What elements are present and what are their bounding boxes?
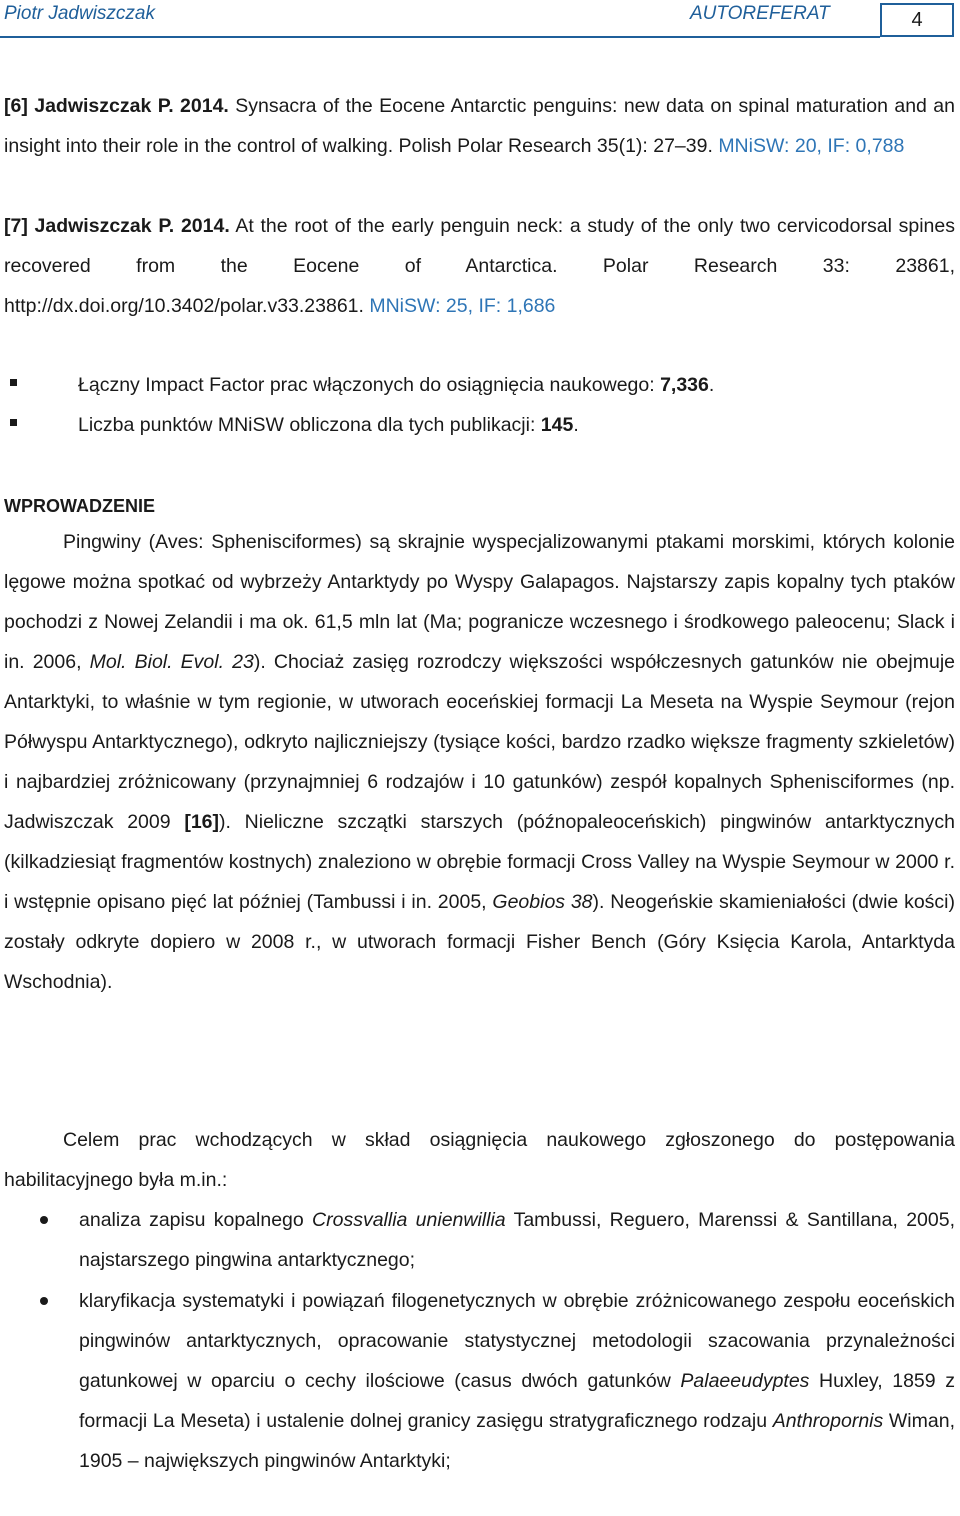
list-item-text <box>79 1281 955 1481</box>
intro-text-c: ). Nieliczne szczątki starszych (późnopaleoceńskich) pingwinów antarktycznych (kilkadziesiąt fragmentów kostnych) znaleziono w obrębie formacji Cross Valley na Wyspie Seymour w 2000 r. i wstępnie opisano pięć lat później (Tambussi i in. 2005, <box>4 811 955 913</box>
section-heading: WPROWADZENIE <box>4 496 155 516</box>
goal-1-text-a: analiza zapisu kopalnego <box>79 1209 313 1231</box>
intro-text-d: ). Neogeńskie skamieniałości (dwie kości) zostały odkryte dopiero w 2008 r., w utworach formacji Fisher Bench (Góry Księcia Karola, Antarktyda Wschodnia). <box>4 891 955 993</box>
reference-6 <box>4 86 955 166</box>
reference-6-metrics: MNiSW: 20, IF: 0,788 <box>718 135 905 157</box>
goal-2-text-a: klaryfikacja systematyki i powiązań filogenetycznych w obrębie zróżnicowanego zespołu eoceńskich pingwinów antarktycznych, opracowanie statystycznej metodologii szacowania przynależności gatunkowej w oparciu o cechy ilościowe (casus dwóch gatunków <box>79 1290 955 1392</box>
reference-6-text: Synsacra of the Eocene Antarctic penguins: new data on spinal maturation and an insight into their role in the control of walking. Polish Polar Research 35(1): 27–39. <box>4 95 955 157</box>
goal-2-taxon-1: Palaeeudyptes <box>680 1370 810 1392</box>
goal-2-text-c: Wiman, 1905 – największych pingwinów Antarktyki; <box>79 1410 955 1472</box>
square-bullet-icon <box>10 379 17 386</box>
bullet-icon <box>40 1297 48 1305</box>
intro-paragraph <box>4 522 955 1002</box>
reference-6-label: [6] Jadwiszczak P. 2014. <box>4 95 229 117</box>
page-header <box>0 0 960 44</box>
header-author: Piotr Jadwiszczak <box>4 3 155 24</box>
intro-text-a: Pingwiny (Aves: Sphenisciformes) są skrajnie wyspecjalizowanymi ptakami morskimi, których kolonie lęgowe można spotkać od wybrzeży Antarktydy po Wyspy Galapagos. Najstarszy zapis kopalny tych ptaków pochodzi z Nowej Zelandii i ma ok. 61,5 mln lat (Ma; pogranicze wczesnego i środkowego paleocenu; Slack i in. 2006, <box>4 531 955 673</box>
goal-2-taxon-2: Anthropornis <box>772 1410 884 1432</box>
goal-1-text-b: Tambussi, Reguero, Marenssi & Santillana, 2005, najstarszego pingwina antarktycznego; <box>79 1209 956 1271</box>
impact-factor-value: 7,336 <box>660 374 709 396</box>
impact-factor-label: Łączny Impact Factor prac włączonych do osiągnięcia naukowego: <box>78 374 661 396</box>
intro-journal-1: Mol. Biol. Evol. 23 <box>89 651 254 673</box>
header-rule <box>0 36 880 38</box>
reference-7-metrics: MNiSW: 25, IF: 1,686 <box>369 295 556 317</box>
impact-factor-end: . <box>708 374 715 396</box>
goals-intro-paragraph: Celem prac wchodzących w skład osiągnięcia naukowego zgłoszonego do postępowania habilitacyjnego była m.in.: <box>4 1129 955 1191</box>
square-bullet-icon <box>10 419 17 426</box>
goal-2-text-b: Huxley, 1859 z formacji La Meseta) i ustalenie dolnej granicy zasięgu stratygraficznego rodzaju <box>79 1370 955 1432</box>
header-title: AUTOREFERAT <box>690 3 830 24</box>
mnisw-points-value: 145 <box>540 414 574 436</box>
intro-citation: [16] <box>184 811 220 833</box>
reference-7-label: [7] Jadwiszczak P. 2014. <box>4 215 230 237</box>
mnisw-points-end: . <box>573 414 579 436</box>
reference-7 <box>4 206 955 326</box>
goal-1-taxon: Crossvallia unienwillia <box>312 1209 506 1231</box>
intro-journal-2: Geobios 38 <box>492 891 593 913</box>
intro-text-b: ). Chociaż zasięg rozrodczy większości współczesnych gatunków nie obejmuje Antarktyki, to właśnie w tym regionie, w utworach eoceńskiej formacji La Meseta na Wyspie Seymour (rejon Półwyspu Antarktycznego), odkryto najliczniejszy (tysiące kości, bardzo rzadko większe fragmenty szkieletów) i najbardziej zróżnicowany (przynajmniej 6 rodzajów i 10 gatunków) zespół kopalnych Sphenisciformes (np. Jadwiszczak 2009 <box>4 651 955 833</box>
bullet-icon <box>40 1216 48 1224</box>
reference-7-text: At the root of the early penguin neck: a study of the only two cervicodorsal spines recovered from the Eocene of Antarctica. Polar Research 33: 23861, http://dx.doi.org/10.3402/polar.v33.23861. <box>4 215 955 317</box>
page-number: 4 <box>880 3 954 37</box>
list-item-text <box>79 1200 955 1280</box>
mnisw-points-label: Liczba punktów MNiSW obliczona dla tych publikacji: <box>78 414 541 436</box>
